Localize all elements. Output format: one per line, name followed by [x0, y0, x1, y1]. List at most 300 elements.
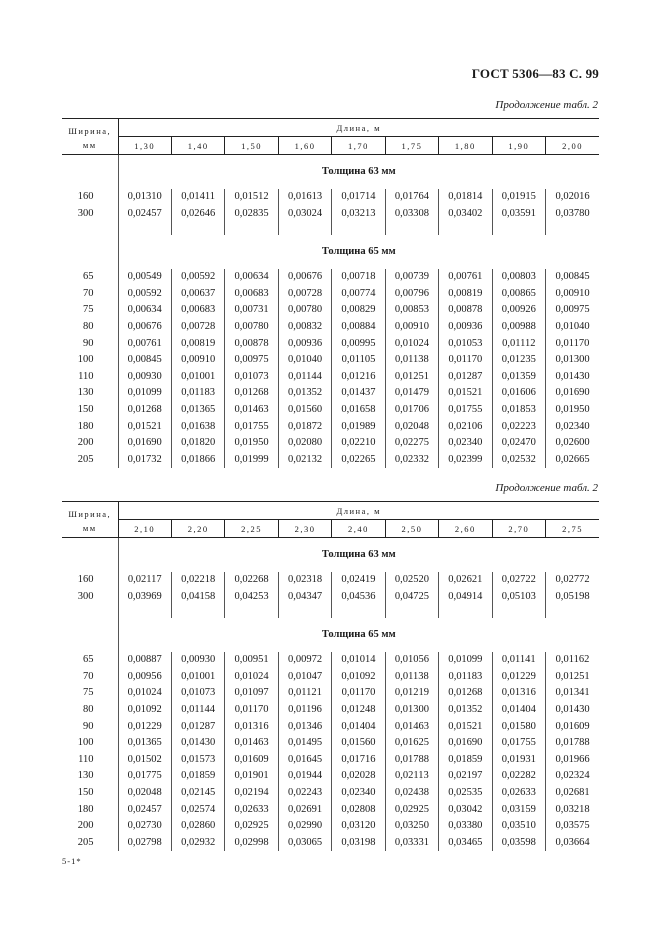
volume-cell: 0,01162	[546, 652, 600, 669]
volume-cell: 0,01229	[492, 669, 545, 686]
width-cell: 205	[77, 836, 94, 848]
length-column-header: 2,20	[171, 520, 224, 538]
page-header: ГОСТ 5306—83 С. 99	[471, 66, 599, 81]
volume-cell: 0,01097	[225, 685, 278, 702]
volume-cell: 0,04536	[332, 589, 385, 606]
volume-cell: 0,00832	[278, 319, 331, 336]
table-row	[62, 189, 599, 206]
volume-cell: 0,02772	[546, 572, 600, 589]
volume-cell: 0,01216	[332, 369, 385, 386]
volume-cell: 0,01092	[332, 669, 385, 686]
volume-cell: 0,00761	[118, 336, 171, 353]
continuation-note: Продолжение табл. 2	[495, 482, 598, 494]
table-row	[62, 572, 599, 589]
volume-cell: 0,03308	[385, 206, 438, 223]
volume-cell: 0,03213	[332, 206, 385, 223]
section-title: Толщина 63 мм	[118, 155, 599, 190]
volume-cell: 0,01105	[332, 352, 385, 369]
volume-cell: 0,02282	[492, 768, 545, 785]
volume-cell: 0,01092	[118, 702, 171, 719]
volume-cell: 0,01950	[546, 402, 600, 419]
section-row	[62, 155, 599, 190]
volume-cell: 0,02332	[385, 452, 438, 469]
table-row	[62, 735, 599, 752]
length-column-header: 2,40	[332, 520, 385, 538]
volume-cell: 0,01716	[332, 752, 385, 769]
volume-cell: 0,01287	[439, 369, 492, 386]
volume-cell: 0,02275	[385, 435, 438, 452]
volume-cell: 0,01521	[439, 719, 492, 736]
volume-cell: 0,00845	[546, 269, 600, 286]
volume-cell: 0,01411	[171, 189, 224, 206]
volume-cell: 0,01609	[546, 719, 600, 736]
table-row	[62, 336, 599, 353]
length-column-header: 1,75	[385, 137, 438, 155]
width-cell: 75	[83, 304, 94, 316]
volume-cell: 0,00829	[332, 302, 385, 319]
volume-cell: 0,00780	[225, 319, 278, 336]
volume-cell: 0,00865	[492, 286, 545, 303]
volume-cell: 0,02340	[332, 785, 385, 802]
volume-cell: 0,00878	[225, 336, 278, 353]
volume-table	[62, 118, 599, 468]
width-cell: 90	[83, 720, 94, 732]
volume-cell: 0,01365	[118, 735, 171, 752]
length-column-header: 1,40	[171, 137, 224, 155]
volume-cell: 0,00951	[225, 652, 278, 669]
volume-cell: 0,04347	[278, 589, 331, 606]
volume-cell: 0,01196	[278, 702, 331, 719]
table-row	[62, 319, 599, 336]
volume-cell: 0,01268	[225, 385, 278, 402]
volume-cell: 0,01966	[546, 752, 600, 769]
volume-cell: 0,02399	[439, 452, 492, 469]
length-column-header: 2,75	[546, 520, 600, 538]
volume-cell: 0,01479	[385, 385, 438, 402]
volume-cell: 0,01638	[171, 419, 224, 436]
volume-cell: 0,00887	[118, 652, 171, 669]
volume-cell: 0,01316	[225, 719, 278, 736]
volume-cell: 0,00761	[439, 269, 492, 286]
volume-cell: 0,05198	[546, 589, 600, 606]
width-cell: 70	[83, 670, 94, 682]
volume-cell: 0,00728	[278, 286, 331, 303]
volume-cell: 0,01170	[546, 336, 600, 353]
volume-cell: 0,01755	[492, 735, 545, 752]
length-column-header: 2,70	[492, 520, 545, 538]
volume-cell: 0,01359	[492, 369, 545, 386]
width-cell: 300	[77, 207, 94, 219]
volume-cell: 0,03042	[439, 802, 492, 819]
volume-cell: 0,01690	[118, 435, 171, 452]
table-row	[62, 435, 599, 452]
volume-cell: 0,02268	[225, 572, 278, 589]
volume-cell: 0,00592	[171, 269, 224, 286]
volume-cell: 0,01820	[171, 435, 224, 452]
section-row	[62, 235, 599, 269]
volume-cell: 0,02621	[439, 572, 492, 589]
volume-cell: 0,01732	[118, 452, 171, 469]
table-row	[62, 369, 599, 386]
volume-cell: 0,00936	[278, 336, 331, 353]
width-cell: 180	[77, 803, 94, 815]
volume-cell: 0,01788	[546, 735, 600, 752]
volume-cell: 0,01512	[225, 189, 278, 206]
volume-cell: 0,01024	[225, 669, 278, 686]
width-header: Ширина, мм	[62, 119, 118, 155]
table-row	[62, 385, 599, 402]
length-header: Длина, м	[118, 502, 599, 520]
volume-cell: 0,01755	[439, 402, 492, 419]
volume-cell: 0,01073	[225, 369, 278, 386]
volume-cell: 0,01645	[278, 752, 331, 769]
volume-cell: 0,01170	[225, 702, 278, 719]
length-column-header: 2,00	[546, 137, 600, 155]
table-row	[62, 269, 599, 286]
volume-cell: 0,00930	[171, 652, 224, 669]
volume-cell: 0,01310	[118, 189, 171, 206]
volume-cell: 0,00676	[278, 269, 331, 286]
volume-cell: 0,03510	[492, 818, 545, 835]
volume-cell: 0,03024	[278, 206, 331, 223]
volume-cell: 0,01144	[278, 369, 331, 386]
volume-cell: 0,03575	[546, 818, 600, 835]
volume-cell: 0,02998	[225, 835, 278, 852]
volume-cell: 0,00634	[118, 302, 171, 319]
volume-cell: 0,01121	[278, 685, 331, 702]
volume-cell: 0,01268	[118, 402, 171, 419]
volume-cell: 0,00910	[385, 319, 438, 336]
width-cell: 75	[83, 687, 94, 699]
volume-cell: 0,03218	[546, 802, 600, 819]
volume-cell: 0,00592	[118, 286, 171, 303]
table-row	[62, 286, 599, 303]
volume-table	[62, 501, 599, 851]
volume-cell: 0,01580	[492, 719, 545, 736]
volume-cell: 0,01915	[492, 189, 545, 206]
volume-cell: 0,00803	[492, 269, 545, 286]
volume-cell: 0,02243	[278, 785, 331, 802]
volume-cell: 0,01300	[385, 702, 438, 719]
volume-cell: 0,01053	[439, 336, 492, 353]
volume-cell: 0,01764	[385, 189, 438, 206]
volume-cell: 0,01024	[385, 336, 438, 353]
volume-cell: 0,02132	[278, 452, 331, 469]
volume-cell: 0,02532	[492, 452, 545, 469]
volume-cell: 0,00676	[118, 319, 171, 336]
volume-cell: 0,02117	[118, 572, 171, 589]
volume-cell: 0,03465	[439, 835, 492, 852]
volume-cell: 0,02438	[385, 785, 438, 802]
volume-cell: 0,02835	[225, 206, 278, 223]
width-cell: 200	[77, 437, 94, 449]
volume-cell: 0,01560	[278, 402, 331, 419]
volume-cell: 0,02340	[546, 419, 600, 436]
volume-cell: 0,02722	[492, 572, 545, 589]
width-cell: 150	[77, 786, 94, 798]
width-cell: 205	[77, 453, 94, 465]
volume-cell: 0,01229	[118, 719, 171, 736]
volume-cell: 0,02028	[332, 768, 385, 785]
volume-cell: 0,02535	[439, 785, 492, 802]
volume-cell: 0,00739	[385, 269, 438, 286]
volume-cell: 0,01040	[546, 319, 600, 336]
table-row	[62, 719, 599, 736]
volume-cell: 0,01341	[546, 685, 600, 702]
volume-cell: 0,02932	[171, 835, 224, 852]
table-row	[62, 802, 599, 819]
length-column-header: 1,50	[225, 137, 278, 155]
volume-cell: 0,00683	[171, 302, 224, 319]
table-row	[62, 206, 599, 223]
table-row	[62, 352, 599, 369]
volume-cell: 0,02574	[171, 802, 224, 819]
volume-cell: 0,02197	[439, 768, 492, 785]
width-cell: 200	[77, 820, 94, 832]
table-row	[62, 402, 599, 419]
volume-cell: 0,01300	[546, 352, 600, 369]
volume-cell: 0,01859	[439, 752, 492, 769]
volume-cell: 0,01346	[278, 719, 331, 736]
width-cell: 180	[77, 420, 94, 432]
volume-cell: 0,02633	[492, 785, 545, 802]
width-cell: 130	[77, 387, 94, 399]
volume-cell: 0,00634	[225, 269, 278, 286]
volume-cell: 0,01463	[225, 402, 278, 419]
volume-cell: 0,02520	[385, 572, 438, 589]
volume-cell: 0,00774	[332, 286, 385, 303]
volume-cell: 0,01014	[332, 652, 385, 669]
volume-cell: 0,01609	[225, 752, 278, 769]
volume-cell: 0,00549	[118, 269, 171, 286]
length-column-header: 2,30	[278, 520, 331, 538]
width-cell: 100	[77, 737, 94, 749]
volume-cell: 0,02194	[225, 785, 278, 802]
volume-cell: 0,02925	[385, 802, 438, 819]
volume-cell: 0,01001	[171, 369, 224, 386]
width-cell: 160	[77, 191, 94, 202]
volume-cell: 0,03065	[278, 835, 331, 852]
volume-cell: 0,00936	[439, 319, 492, 336]
volume-cell: 0,00819	[439, 286, 492, 303]
width-cell: 80	[83, 320, 94, 332]
volume-cell: 0,02633	[225, 802, 278, 819]
volume-cell: 0,00683	[225, 286, 278, 303]
volume-cell: 0,04725	[385, 589, 438, 606]
volume-cell: 0,04253	[225, 589, 278, 606]
volume-cell: 0,02210	[332, 435, 385, 452]
volume-cell: 0,01040	[278, 352, 331, 369]
volume-cell: 0,03402	[439, 206, 492, 223]
table-row	[62, 685, 599, 702]
volume-cell: 0,01814	[439, 189, 492, 206]
width-cell: 65	[83, 654, 94, 666]
length-column-header: 1,70	[332, 137, 385, 155]
width-header: Ширина, мм	[62, 502, 118, 538]
length-column-header: 2,10	[118, 520, 171, 538]
volume-cell: 0,01931	[492, 752, 545, 769]
volume-cell: 0,01521	[118, 419, 171, 436]
volume-cell: 0,03331	[385, 835, 438, 852]
volume-cell: 0,01560	[332, 735, 385, 752]
volume-cell: 0,01613	[278, 189, 331, 206]
volume-cell: 0,03780	[546, 206, 600, 223]
volume-cell: 0,01001	[171, 669, 224, 686]
table-row	[62, 589, 599, 606]
volume-cell: 0,02925	[225, 818, 278, 835]
volume-cell: 0,01755	[225, 419, 278, 436]
volume-cell: 0,01138	[385, 352, 438, 369]
volume-cell: 0,00731	[225, 302, 278, 319]
volume-cell: 0,01606	[492, 385, 545, 402]
volume-cell: 0,02665	[546, 452, 600, 469]
volume-cell: 0,01625	[385, 735, 438, 752]
volume-cell: 0,01872	[278, 419, 331, 436]
volume-cell: 0,00780	[278, 302, 331, 319]
table-row	[62, 768, 599, 785]
volume-cell: 0,01219	[385, 685, 438, 702]
volume-cell: 0,00910	[171, 352, 224, 369]
volume-cell: 0,01944	[278, 768, 331, 785]
volume-cell: 0,01989	[332, 419, 385, 436]
table-row	[62, 835, 599, 852]
volume-cell: 0,01437	[332, 385, 385, 402]
volume-cell: 0,00796	[385, 286, 438, 303]
volume-cell: 0,00975	[225, 352, 278, 369]
volume-cell: 0,01430	[171, 735, 224, 752]
volume-cell: 0,02145	[171, 785, 224, 802]
volume-cell: 0,02860	[171, 818, 224, 835]
volume-cell: 0,01573	[171, 752, 224, 769]
volume-cell: 0,05103	[492, 589, 545, 606]
volume-cell: 0,01463	[385, 719, 438, 736]
volume-cell: 0,02218	[171, 572, 224, 589]
volume-cell: 0,02419	[332, 572, 385, 589]
volume-cell: 0,00853	[385, 302, 438, 319]
volume-cell: 0,01073	[171, 685, 224, 702]
length-header: Длина, м	[118, 119, 599, 137]
length-column-header: 1,30	[118, 137, 171, 155]
volume-cell: 0,01352	[439, 702, 492, 719]
volume-cell: 0,00995	[332, 336, 385, 353]
volume-cell: 0,03120	[332, 818, 385, 835]
volume-cell: 0,02106	[439, 419, 492, 436]
volume-cell: 0,03198	[332, 835, 385, 852]
volume-cell: 0,00910	[546, 286, 600, 303]
volume-cell: 0,00728	[171, 319, 224, 336]
volume-cell: 0,03380	[439, 818, 492, 835]
volume-cell: 0,01235	[492, 352, 545, 369]
volume-cell: 0,01251	[546, 669, 600, 686]
volume-cell: 0,01141	[492, 652, 545, 669]
volume-cell: 0,02470	[492, 435, 545, 452]
volume-cell: 0,01463	[225, 735, 278, 752]
section-title: Толщина 65 мм	[118, 235, 599, 269]
volume-cell: 0,02457	[118, 802, 171, 819]
volume-cell: 0,00718	[332, 269, 385, 286]
volume-cell: 0,00956	[118, 669, 171, 686]
volume-cell: 0,01853	[492, 402, 545, 419]
table-row	[62, 785, 599, 802]
width-cell: 100	[77, 354, 94, 366]
continuation-note: Продолжение табл. 2	[495, 99, 598, 111]
volume-cell: 0,02048	[118, 785, 171, 802]
volume-cell: 0,01056	[385, 652, 438, 669]
section-row	[62, 538, 599, 573]
volume-cell: 0,02730	[118, 818, 171, 835]
volume-cell: 0,03159	[492, 802, 545, 819]
width-cell: 70	[83, 287, 94, 299]
volume-cell: 0,01099	[118, 385, 171, 402]
table-row	[62, 652, 599, 669]
volume-cell: 0,00845	[118, 352, 171, 369]
volume-cell: 0,03664	[546, 835, 600, 852]
volume-cell: 0,01047	[278, 669, 331, 686]
volume-cell: 0,02798	[118, 835, 171, 852]
volume-cell: 0,01430	[546, 702, 600, 719]
width-cell: 150	[77, 403, 94, 415]
volume-cell: 0,01365	[171, 402, 224, 419]
volume-cell: 0,00926	[492, 302, 545, 319]
table-row	[62, 419, 599, 436]
width-cell: 130	[77, 770, 94, 782]
volume-cell: 0,01287	[171, 719, 224, 736]
section-row	[62, 618, 599, 652]
width-cell: 65	[83, 271, 94, 283]
table-row	[62, 452, 599, 469]
volume-cell: 0,01775	[118, 768, 171, 785]
volume-cell: 0,01024	[118, 685, 171, 702]
volume-cell: 0,01144	[171, 702, 224, 719]
table-row	[62, 702, 599, 719]
volume-cell: 0,02457	[118, 206, 171, 223]
length-column-header: 1,90	[492, 137, 545, 155]
volume-cell: 0,01352	[278, 385, 331, 402]
width-cell: 300	[77, 590, 94, 602]
width-cell: 110	[78, 753, 94, 765]
volume-cell: 0,04914	[439, 589, 492, 606]
length-column-header: 2,25	[225, 520, 278, 538]
volume-cell: 0,00884	[332, 319, 385, 336]
table-row	[62, 752, 599, 769]
width-cell: 90	[83, 337, 94, 349]
volume-cell: 0,01268	[439, 685, 492, 702]
volume-cell: 0,01183	[171, 385, 224, 402]
volume-cell: 0,02340	[439, 435, 492, 452]
volume-cell: 0,01495	[278, 735, 331, 752]
volume-cell: 0,02016	[546, 189, 600, 206]
width-cell: 160	[77, 574, 94, 585]
width-cell: 80	[83, 703, 94, 715]
volume-cell: 0,02318	[278, 572, 331, 589]
section-title: Толщина 65 мм	[118, 618, 599, 652]
volume-cell: 0,02223	[492, 419, 545, 436]
volume-cell: 0,01690	[439, 735, 492, 752]
volume-cell: 0,02324	[546, 768, 600, 785]
table-row	[62, 669, 599, 686]
volume-cell: 0,00988	[492, 319, 545, 336]
volume-cell: 0,02646	[171, 206, 224, 223]
volume-cell: 0,00637	[171, 286, 224, 303]
table-row	[62, 818, 599, 835]
volume-cell: 0,01866	[171, 452, 224, 469]
volume-cell: 0,01430	[546, 369, 600, 386]
volume-cell: 0,01316	[492, 685, 545, 702]
volume-cell: 0,03969	[118, 589, 171, 606]
length-column-header: 1,80	[439, 137, 492, 155]
volume-cell: 0,02691	[278, 802, 331, 819]
volume-cell: 0,00878	[439, 302, 492, 319]
